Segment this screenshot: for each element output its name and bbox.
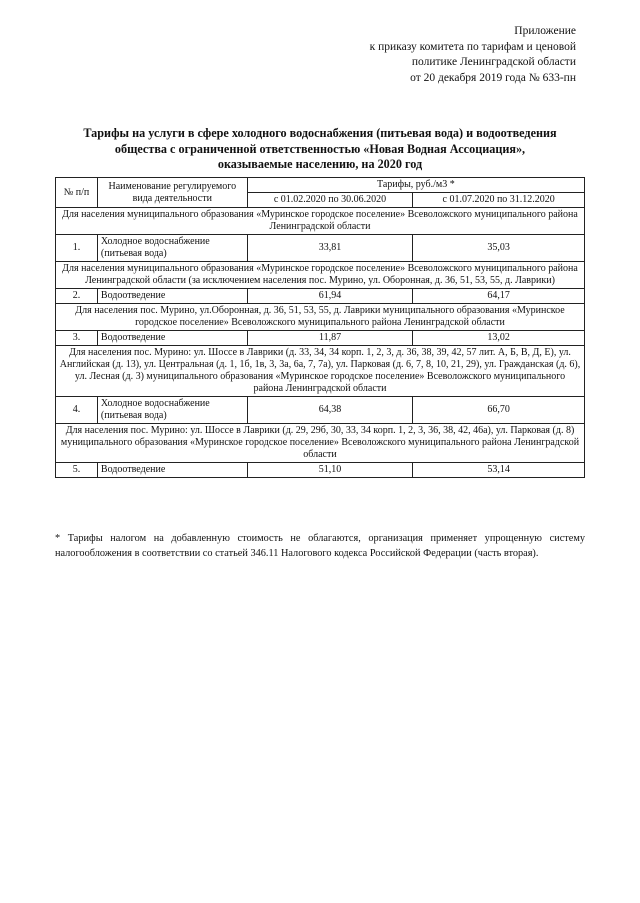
row-value-period-2: 13,02	[413, 331, 585, 346]
table-row	[56, 331, 585, 346]
row-value-period-1: 64,38	[247, 397, 413, 424]
header-num: № п/п	[56, 178, 98, 208]
appendix-header	[340, 24, 576, 86]
row-value-period-1: 11,87	[247, 331, 413, 346]
group-heading-row	[56, 346, 585, 397]
row-value-period-2: 66,70	[413, 397, 585, 424]
tax-footnote: * Тарифы налогом на добавленную стоимость не облагаются, организация применяет упрощенную систему налогообложения в соответствии со статьей 346.11 Налогового кодекса Российской Федерации (часть вторая).	[55, 533, 585, 559]
row-num: 4.	[56, 397, 98, 424]
row-value-period-2: 35,03	[413, 235, 585, 262]
row-service: Водоотведение	[97, 289, 247, 304]
row-num: 2.	[56, 289, 98, 304]
table-row	[56, 397, 585, 424]
row-value-period-2: 64,17	[413, 289, 585, 304]
title-line: Тарифы на услуги в сфере холодного водоснабжения (питьевая вода) и водоотведения	[83, 126, 557, 140]
header-tariffs: Тарифы, руб./м3 *	[247, 178, 584, 193]
row-num: 5.	[56, 463, 98, 478]
table-row	[56, 289, 585, 304]
header-period-2: с 01.07.2020 по 31.12.2020	[413, 193, 585, 208]
header-period-1: с 01.02.2020 по 30.06.2020	[247, 193, 413, 208]
table-row	[56, 235, 585, 262]
row-service: Холодное водоснабжение (питьевая вода)	[97, 397, 247, 424]
document-title	[40, 126, 600, 173]
row-num: 3.	[56, 331, 98, 346]
group-heading: Для населения пос. Мурино, ул.Оборонная, д. 36, 51, 53, 55, д. Лаврики муниципального образования «Муринское городское поселение» Всеволожского муниципального района Ленинградской области	[56, 304, 585, 331]
group-heading: Для населения пос. Мурино: ул. Шоссе в Лаврики (д. 33, 34, 34 корп. 1, 2, 3, д. 36, 38, 39, 42, 57 лит. А, Б, В, Д, Е), ул. Английская (д. 13), ул. Центральная (д. 1, 1б, 1в, 3, 3а, 6а, 7, 7а), ул. Парковая (д. 6, 7, 8, 10, 21, 29), ул. Гражданская (д. 6), ул. Лесная (д. 3) муниципального образования «Муринское городское поселение» Всеволожского муниципального района Ленинградской области	[56, 346, 585, 397]
appendix-line: к приказу комитета по тарифам и ценовой	[369, 40, 576, 53]
row-service: Водоотведение	[97, 463, 247, 478]
row-service: Холодное водоснабжение (питьевая вода)	[97, 235, 247, 262]
table-header-row	[56, 178, 585, 193]
title-line: оказываемые населению, на 2020 год	[217, 157, 423, 171]
group-heading-row	[56, 424, 585, 463]
appendix-line: политике Ленинградской области	[411, 56, 576, 68]
row-value-period-1: 33,81	[247, 235, 413, 262]
row-service: Водоотведение	[97, 331, 247, 346]
title-line: общества с ограниченной ответственностью «Новая Водная Ассоциация»,	[114, 141, 526, 156]
appendix-line: Приложение	[514, 25, 576, 37]
table-row	[56, 463, 585, 478]
row-num: 1.	[56, 235, 98, 262]
group-heading: Для населения пос. Мурино: ул. Шоссе в Лаврики (д. 29, 29б, 30, 33, 34 корп. 1, 2, 3, 36, 38, 42, 46а), ул. Парковая (д. 8) муниципального образования «Муринское городское поселение» Всеволожского муниципального района Ленинградской области	[56, 424, 585, 463]
row-value-period-1: 61,94	[247, 289, 413, 304]
group-heading-row	[56, 208, 585, 235]
group-heading-row	[56, 304, 585, 331]
group-heading-row	[56, 262, 585, 289]
tariff-table	[55, 177, 585, 478]
group-heading: Для населения муниципального образования «Муринское городское поселение» Всеволожского муниципального района Ленинградской области (за исключением населения пос. Мурино, ул. Оборонная, д. 36, 51, 53, 55, д. Лаврики)	[56, 262, 585, 289]
appendix-line: от 20 декабря 2019 года № 633-пн	[410, 71, 576, 84]
header-service: Наименование регулируемого вида деятельности	[97, 178, 247, 208]
row-value-period-1: 51,10	[247, 463, 413, 478]
group-heading: Для населения муниципального образования «Муринское городское поселение» Всеволожского муниципального района Ленинградской области	[56, 208, 585, 235]
row-value-period-2: 53,14	[413, 463, 585, 478]
